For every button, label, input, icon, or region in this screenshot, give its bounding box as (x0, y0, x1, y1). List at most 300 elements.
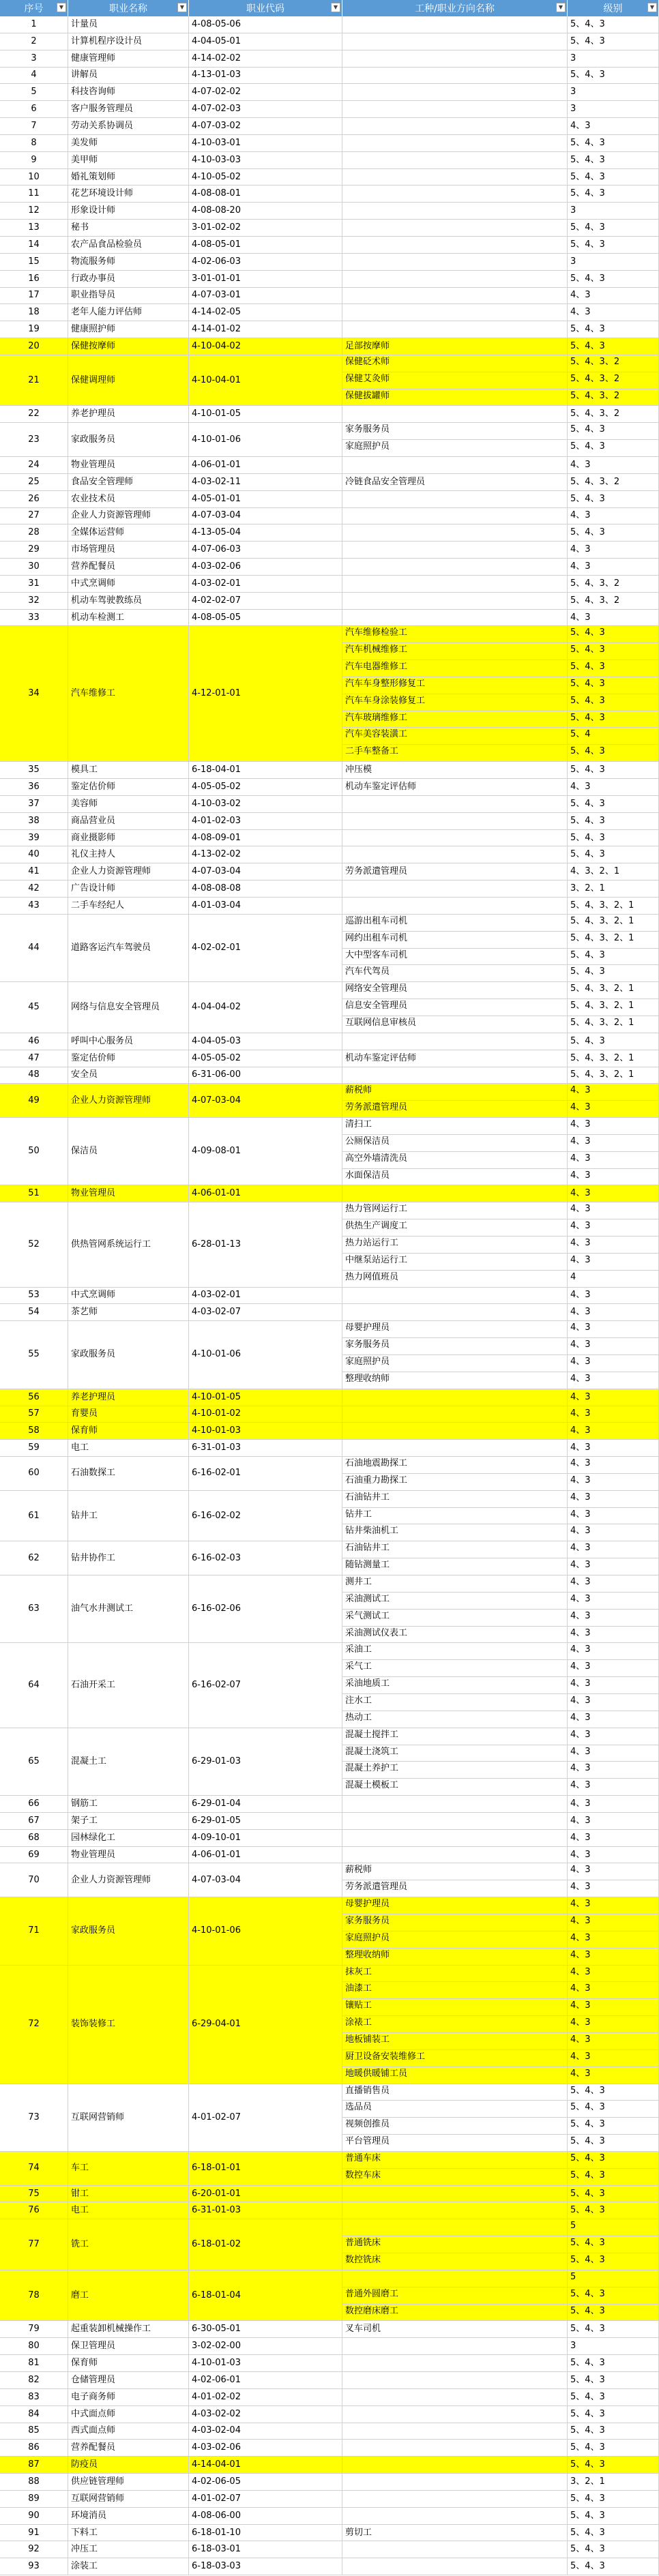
row-number-cell[interactable]: 45 (0, 982, 68, 1033)
level-item[interactable]: 5、4、3、2、1 (568, 999, 658, 1016)
row-number-cell[interactable]: 53 (0, 1288, 68, 1305)
level-item[interactable]: 4、3 (568, 1593, 658, 1610)
occupation-code-cell[interactable]: 4-12-01-01 (189, 626, 342, 762)
occupation-code-cell[interactable]: 4-02-06-03 (189, 254, 342, 271)
occupation-code-cell[interactable]: 6-28-01-13 (189, 1202, 342, 1287)
level-item[interactable]: 5、4、3 (568, 626, 658, 643)
occupation-code-cell[interactable]: 6-16-02-06 (189, 1575, 342, 1643)
row-number-cell[interactable]: 38 (0, 813, 68, 830)
subtype-cell[interactable] (342, 50, 568, 68)
level-cell[interactable] (568, 1575, 659, 1643)
subtype-cell[interactable] (342, 304, 568, 321)
row-number-cell[interactable]: 13 (0, 220, 68, 237)
subtype-item[interactable]: 大中型客车司机 (342, 949, 567, 966)
occupation-name-cell[interactable]: 环境消员 (68, 2508, 189, 2525)
level-cell[interactable]: 3 (568, 84, 659, 101)
level-item[interactable]: 5、4、3 (568, 711, 658, 728)
level-cell[interactable]: 5、4、3 (568, 16, 659, 33)
occupation-name-cell[interactable]: 下料工 (68, 2525, 189, 2542)
occupation-code-cell[interactable]: 4-08-08-08 (189, 880, 342, 898)
occupation-code-cell[interactable]: 4-09-08-01 (189, 1118, 342, 1185)
level-item[interactable]: 4、3 (568, 1660, 658, 1677)
row-number-cell[interactable]: 81 (0, 2355, 68, 2372)
level-item[interactable]: 4、3 (568, 1949, 658, 1966)
subtype-item[interactable]: 薪税师 (342, 1863, 567, 1880)
occupation-code-cell[interactable]: 4-13-01-03 (189, 68, 342, 85)
occupation-name-cell[interactable]: 美容师 (68, 796, 189, 813)
occupation-name-cell[interactable]: 冲压工 (68, 2541, 189, 2558)
level-item[interactable]: 4、3 (568, 2016, 658, 2033)
level-cell[interactable]: 5、4、3 (568, 2508, 659, 2525)
level-cell[interactable]: 4、3 (568, 1830, 659, 1847)
row-number-cell[interactable]: 50 (0, 1118, 68, 1185)
subtype-item[interactable]: 采气工 (342, 1660, 567, 1677)
row-number-cell[interactable]: 2 (0, 33, 68, 50)
row-number-cell[interactable]: 26 (0, 491, 68, 508)
subtype-item[interactable]: 地板铺装工 (342, 2033, 567, 2050)
occupation-name-cell[interactable]: 讲解员 (68, 68, 189, 85)
row-number-cell[interactable]: 67 (0, 1813, 68, 1830)
occupation-name-cell[interactable]: 美甲师 (68, 152, 189, 169)
occupation-name-cell[interactable]: 行政办事员 (68, 271, 189, 288)
subtype-cell[interactable] (342, 1863, 568, 1897)
occupation-code-cell[interactable]: 6-29-04-01 (189, 1966, 342, 2084)
occupation-code-cell[interactable]: 4-08-05-06 (189, 16, 342, 33)
row-number-cell[interactable]: 90 (0, 2508, 68, 2525)
occupation-code-cell[interactable]: 6-18-04-01 (189, 762, 342, 779)
occupation-name-cell[interactable]: 保育师 (68, 1423, 189, 1440)
subtype-cell[interactable] (342, 1406, 568, 1423)
row-number-cell[interactable]: 31 (0, 576, 68, 593)
level-cell[interactable]: 5、4、3 (568, 830, 659, 847)
level-cell[interactable] (568, 1966, 659, 2084)
subtype-cell[interactable] (342, 982, 568, 1033)
level-cell[interactable]: 5、4、3 (568, 2525, 659, 2542)
level-item[interactable]: 4、3 (568, 1202, 658, 1219)
subtype-item[interactable]: 直播销售员 (342, 2084, 567, 2101)
row-number-cell[interactable]: 61 (0, 1491, 68, 1542)
occupation-code-cell[interactable]: 4-03-02-01 (189, 576, 342, 593)
row-number-cell[interactable]: 8 (0, 135, 68, 152)
level-item[interactable]: 5、4、3 (570, 441, 605, 452)
occupation-code-cell[interactable]: 6-16-02-07 (189, 1643, 342, 1728)
subtype-cell[interactable] (342, 559, 568, 576)
row-number-cell[interactable]: 93 (0, 2558, 68, 2575)
occupation-code-cell[interactable]: 4-10-03-03 (189, 152, 342, 169)
level-item[interactable]: 4、3 (568, 1762, 658, 1779)
subtype-cell[interactable] (342, 1897, 568, 1965)
subtype-cell[interactable]: 劳务派遣管理员 (342, 863, 568, 880)
level-item[interactable]: 5、4、3、2 (568, 372, 658, 389)
level-cell[interactable]: 5、4、3 (568, 491, 659, 508)
level-item[interactable]: 4、3 (568, 1677, 658, 1694)
subtype-item[interactable]: 汽车机械维修工 (342, 643, 567, 660)
row-number-cell[interactable]: 75 (0, 2186, 68, 2203)
level-cell[interactable]: 5、4、3 (568, 338, 659, 355)
level-cell[interactable]: 4、3 (568, 1813, 659, 1830)
subtype-cell[interactable] (342, 1304, 568, 1321)
level-cell[interactable] (568, 1321, 659, 1389)
subtype-item[interactable]: 家庭照护员 (342, 1931, 567, 1949)
occupation-code-cell[interactable]: 4-05-05-02 (189, 779, 342, 796)
row-number-cell[interactable]: 22 (0, 406, 68, 423)
row-number-cell[interactable]: 78 (0, 2270, 68, 2322)
subtype-item[interactable]: 数控车床 (342, 2169, 567, 2186)
occupation-name-cell[interactable]: 起重装卸机械操作工 (68, 2321, 189, 2338)
level-item[interactable]: 4、3 (568, 2050, 658, 2067)
level-cell[interactable]: 5、4、3 (568, 2372, 659, 2389)
subtype-item[interactable]: 地暖供暖铺工员 (342, 2067, 567, 2084)
level-cell[interactable]: 5、4、3 (568, 1033, 659, 1050)
subtype-item[interactable]: 抹灰工 (342, 1966, 567, 1983)
level-item[interactable]: 4、3 (570, 1373, 591, 1384)
subtype-item[interactable]: 整理收纳师 (342, 1949, 567, 1966)
row-number-cell[interactable]: 79 (0, 2321, 68, 2338)
level-cell[interactable]: 4、3 (568, 118, 659, 135)
subtype-cell[interactable] (342, 2457, 568, 2474)
occupation-code-cell[interactable]: 4-03-02-07 (189, 1304, 342, 1321)
subtype-cell[interactable] (342, 1847, 568, 1864)
occupation-name-cell[interactable]: 商业摄影师 (68, 830, 189, 847)
subtype-item[interactable]: 水面保洁员 (345, 1170, 390, 1181)
subtype-cell[interactable]: 冲压模 (342, 762, 568, 779)
level-item[interactable]: 4、3 (570, 1560, 591, 1571)
occupation-code-cell[interactable]: 4-07-02-03 (189, 101, 342, 118)
row-number-cell[interactable]: 36 (0, 779, 68, 796)
occupation-name-cell[interactable]: 电子商务师 (68, 2389, 189, 2406)
header-code[interactable] (189, 0, 342, 16)
occupation-name-cell[interactable]: 装饰装修工 (68, 1966, 189, 2084)
subtype-cell[interactable] (342, 1423, 568, 1440)
row-number-cell[interactable]: 73 (0, 2084, 68, 2152)
occupation-name-cell[interactable]: 劳动关系协调员 (68, 118, 189, 135)
header-no[interactable] (0, 0, 68, 16)
level-item[interactable]: 4、3 (568, 1338, 658, 1355)
row-number-cell[interactable]: 42 (0, 880, 68, 898)
row-number-cell[interactable]: 30 (0, 559, 68, 576)
occupation-name-cell[interactable]: 保健调理师 (68, 355, 189, 406)
subtype-cell[interactable] (342, 880, 568, 898)
occupation-code-cell[interactable]: 4-03-02-01 (189, 1288, 342, 1305)
row-number-cell[interactable]: 23 (0, 423, 68, 457)
occupation-name-cell[interactable]: 仓储管理员 (68, 2372, 189, 2389)
row-number-cell[interactable]: 19 (0, 321, 68, 338)
occupation-name-cell[interactable]: 农业技术员 (68, 491, 189, 508)
row-number-cell[interactable]: 14 (0, 237, 68, 254)
level-cell[interactable]: 3 (568, 203, 659, 220)
occupation-code-cell[interactable]: 4-10-01-02 (189, 1406, 342, 1423)
occupation-code-cell[interactable]: 4-07-03-04 (189, 1084, 342, 1118)
subtype-item[interactable]: 钻井柴油机工 (345, 1526, 399, 1537)
row-number-cell[interactable]: 69 (0, 1847, 68, 1864)
occupation-name-cell[interactable]: 网络与信息安全管理员 (68, 982, 189, 1033)
header-name[interactable] (68, 0, 189, 16)
filter-dropdown-icon[interactable]: ▼ (177, 3, 187, 12)
row-number-cell[interactable]: 32 (0, 593, 68, 610)
row-number-cell[interactable]: 71 (0, 1897, 68, 1965)
occupation-code-cell[interactable]: 4-07-03-02 (189, 118, 342, 135)
subtype-item[interactable]: 汽车电器维修工 (342, 660, 567, 677)
subtype-item[interactable]: 混凝土模板工 (345, 1780, 399, 1791)
level-item[interactable]: 4、3 (568, 1931, 658, 1949)
row-number-cell[interactable]: 87 (0, 2457, 68, 2474)
subtype-item[interactable]: 信息安全管理员 (342, 999, 567, 1016)
subtype-cell[interactable] (342, 898, 568, 915)
row-number-cell[interactable]: 16 (0, 271, 68, 288)
occupation-name-cell[interactable]: 企业人力资源管理师 (68, 508, 189, 525)
occupation-name-cell[interactable]: 油气水井测试工 (68, 1575, 189, 1643)
occupation-code-cell[interactable]: 4-07-02-02 (189, 84, 342, 101)
subtype-item[interactable]: 家务服务员 (342, 1914, 567, 1931)
subtype-item[interactable]: 热力网值班员 (345, 1271, 399, 1282)
level-item[interactable]: 4、3 (568, 2067, 658, 2084)
level-cell[interactable] (568, 2270, 659, 2322)
subtype-item[interactable]: 油漆工 (342, 1982, 567, 1999)
occupation-code-cell[interactable]: 4-04-05-03 (189, 1033, 342, 1050)
level-item[interactable]: 4、3 (570, 1780, 591, 1791)
subtype-cell[interactable] (342, 288, 568, 305)
occupation-name-cell[interactable]: 食品安全管理师 (68, 474, 189, 491)
level-item[interactable]: 4、3 (568, 1491, 658, 1508)
occupation-code-cell[interactable]: 4-14-04-01 (189, 2457, 342, 2474)
occupation-code-cell[interactable]: 6-29-01-04 (189, 1796, 342, 1813)
subtype-cell[interactable] (342, 1288, 568, 1305)
occupation-name-cell[interactable]: 保健按摩师 (68, 338, 189, 355)
level-cell[interactable]: 5、4、3、2、1 (568, 1050, 659, 1067)
occupation-code-cell[interactable]: 4-14-02-05 (189, 304, 342, 321)
occupation-name-cell[interactable]: 机动车检测工 (68, 610, 189, 627)
occupation-name-cell[interactable]: 钢筋工 (68, 1796, 189, 1813)
occupation-name-cell[interactable]: 形象设计师 (68, 203, 189, 220)
level-cell[interactable]: 4、3 (568, 508, 659, 525)
occupation-code-cell[interactable]: 4-01-02-02 (189, 2389, 342, 2406)
row-number-cell[interactable]: 35 (0, 762, 68, 779)
row-number-cell[interactable]: 39 (0, 830, 68, 847)
occupation-code-cell[interactable]: 4-04-05-01 (189, 33, 342, 50)
row-number-cell[interactable]: 11 (0, 186, 68, 203)
level-cell[interactable] (568, 915, 659, 982)
occupation-code-cell[interactable]: 6-18-01-04 (189, 2270, 342, 2322)
subtype-item[interactable]: 热动工 (345, 1712, 372, 1723)
level-item[interactable]: 5、4、3 (570, 2136, 605, 2147)
subtype-cell[interactable] (342, 203, 568, 220)
row-number-cell[interactable]: 47 (0, 1050, 68, 1067)
occupation-code-cell[interactable]: 4-10-01-05 (189, 406, 342, 423)
row-number-cell[interactable]: 20 (0, 338, 68, 355)
row-number-cell[interactable]: 83 (0, 2389, 68, 2406)
occupation-name-cell[interactable]: 涂装工 (68, 2558, 189, 2575)
subtype-item[interactable]: 薪税师 (342, 1084, 567, 1101)
row-number-cell[interactable]: 57 (0, 1406, 68, 1423)
subtype-cell[interactable] (342, 33, 568, 50)
subtype-item[interactable]: 数控磨床磨工 (342, 2305, 567, 2322)
subtype-item[interactable]: 劳务派遣管理员 (345, 1882, 408, 1893)
level-cell[interactable]: 4、3 (568, 1389, 659, 1406)
row-number-cell[interactable]: 41 (0, 863, 68, 880)
subtype-item[interactable]: 石油钻井工 (342, 1491, 567, 1508)
level-item[interactable]: 5、4 (568, 728, 658, 745)
level-item[interactable]: 5、4、3 (568, 2305, 658, 2322)
subtype-cell[interactable] (342, 1067, 568, 1084)
occupation-code-cell[interactable]: 6-16-02-03 (189, 1541, 342, 1575)
occupation-code-cell[interactable]: 4-10-01-06 (189, 1321, 342, 1389)
level-cell[interactable] (568, 1457, 659, 1491)
subtype-cell[interactable] (342, 491, 568, 508)
occupation-code-cell[interactable]: 3-01-02-02 (189, 220, 342, 237)
subtype-cell[interactable] (342, 542, 568, 559)
level-item[interactable]: 5、4、3、2、1 (568, 932, 658, 949)
level-cell[interactable]: 5、4、3 (568, 237, 659, 254)
subtype-cell[interactable] (342, 457, 568, 474)
occupation-name-cell[interactable]: 育婴员 (68, 1406, 189, 1423)
occupation-code-cell[interactable]: 4-14-02-02 (189, 50, 342, 68)
level-item[interactable]: 5 (568, 2219, 658, 2236)
subtype-cell[interactable]: 叉车司机 (342, 2321, 568, 2338)
occupation-code-cell[interactable]: 4-13-02-02 (189, 846, 342, 863)
occupation-code-cell[interactable]: 6-29-01-05 (189, 1813, 342, 1830)
row-number-cell[interactable]: 15 (0, 254, 68, 271)
occupation-name-cell[interactable]: 企业人力资源管理师 (68, 863, 189, 880)
row-number-cell[interactable]: 54 (0, 1304, 68, 1321)
subtype-cell[interactable] (342, 186, 568, 203)
row-number-cell[interactable]: 5 (0, 84, 68, 101)
subtype-cell[interactable] (342, 1084, 568, 1118)
subtype-cell[interactable] (342, 796, 568, 813)
occupation-name-cell[interactable]: 西式面点师 (68, 2423, 189, 2440)
subtype-item[interactable]: 二手车整备工 (342, 745, 567, 762)
subtype-cell[interactable] (342, 84, 568, 101)
level-cell[interactable]: 4、3 (568, 559, 659, 576)
level-item[interactable]: 4、3 (570, 1475, 591, 1485)
subtype-cell[interactable] (342, 626, 568, 762)
subtype-cell[interactable] (342, 423, 568, 457)
occupation-code-cell[interactable]: 4-08-05-05 (189, 610, 342, 627)
occupation-name-cell[interactable]: 汽车维修工 (68, 626, 189, 762)
subtype-cell[interactable] (342, 101, 568, 118)
occupation-code-cell[interactable]: 4-05-01-01 (189, 491, 342, 508)
occupation-name-cell[interactable]: 防疫员 (68, 2457, 189, 2474)
subtype-cell[interactable] (342, 2389, 568, 2406)
occupation-name-cell[interactable]: 花艺环境设计师 (68, 186, 189, 203)
occupation-name-cell[interactable]: 茶艺师 (68, 1304, 189, 1321)
subtype-cell[interactable] (342, 1796, 568, 1813)
occupation-name-cell[interactable]: 机动车驾驶教练员 (68, 593, 189, 610)
subtype-cell[interactable] (342, 254, 568, 271)
row-number-cell[interactable]: 66 (0, 1796, 68, 1813)
row-number-cell[interactable]: 56 (0, 1389, 68, 1406)
level-item[interactable]: 5、4、3、2、1 (568, 982, 658, 999)
level-item[interactable]: 4、3 (568, 1457, 658, 1474)
level-item[interactable]: 4、3 (568, 1135, 658, 1152)
level-item[interactable]: 4、3 (568, 1355, 658, 1372)
subtype-item[interactable]: 选品员 (342, 2101, 567, 2118)
filter-dropdown-icon[interactable]: ▼ (331, 3, 340, 12)
occupation-name-cell[interactable]: 市场管理员 (68, 542, 189, 559)
subtype-item[interactable]: 视频创推员 (342, 2118, 567, 2135)
occupation-name-cell[interactable]: 客户服务管理员 (68, 101, 189, 118)
occupation-name-cell[interactable]: 供热管网系统运行工 (68, 1202, 189, 1287)
occupation-name-cell[interactable]: 园林绿化工 (68, 1830, 189, 1847)
level-item[interactable]: 5、4、3 (568, 677, 658, 694)
level-item[interactable]: 5、4、3 (568, 2101, 658, 2118)
occupation-name-cell[interactable]: 物业管理员 (68, 1847, 189, 1864)
level-cell[interactable]: 5、4、3 (568, 2457, 659, 2474)
subtype-item[interactable]: 采油测试工 (342, 1593, 567, 1610)
level-cell[interactable]: 5、4、3 (568, 2440, 659, 2457)
occupation-name-cell[interactable]: 呼叫中心服务员 (68, 1033, 189, 1050)
row-number-cell[interactable]: 34 (0, 626, 68, 762)
subtype-cell[interactable] (342, 2152, 568, 2186)
occupation-code-cell[interactable]: 4-14-01-02 (189, 321, 342, 338)
level-item[interactable]: 4、3 (568, 1237, 658, 1254)
subtype-item[interactable]: 采油地质工 (342, 1677, 567, 1694)
subtype-cell[interactable] (342, 813, 568, 830)
level-cell[interactable] (568, 1084, 659, 1118)
subtype-item[interactable] (342, 2219, 567, 2236)
occupation-code-cell[interactable]: 4-07-03-04 (189, 1863, 342, 1897)
occupation-code-cell[interactable]: 4-03-02-06 (189, 559, 342, 576)
level-cell[interactable]: 5、4、3 (568, 524, 659, 542)
level-cell[interactable]: 4、3 (568, 1288, 659, 1305)
subtype-cell[interactable] (342, 2474, 568, 2491)
occupation-name-cell[interactable]: 互联网营销师 (68, 2084, 189, 2152)
occupation-code-cell[interactable]: 6-18-01-02 (189, 2219, 342, 2270)
subtype-cell[interactable] (342, 16, 568, 33)
occupation-code-cell[interactable]: 6-18-03-03 (189, 2558, 342, 2575)
subtype-cell[interactable] (342, 915, 568, 982)
occupation-name-cell[interactable]: 供应链管理师 (68, 2474, 189, 2491)
row-number-cell[interactable]: 62 (0, 1541, 68, 1575)
occupation-name-cell[interactable]: 钻井工 (68, 1491, 189, 1542)
occupation-name-cell[interactable]: 钳工 (68, 2186, 189, 2203)
header-level[interactable] (568, 0, 659, 16)
subtype-cell[interactable] (342, 2558, 568, 2575)
level-item[interactable]: 5、4、3 (568, 2288, 658, 2305)
level-item[interactable]: 5 (568, 2270, 658, 2288)
subtype-item[interactable]: 石油重力勘探工 (345, 1475, 408, 1485)
level-item[interactable]: 5、4、3 (568, 949, 658, 966)
row-number-cell[interactable]: 17 (0, 288, 68, 305)
occupation-name-cell[interactable]: 中式烹调师 (68, 576, 189, 593)
level-item[interactable]: 4、3 (570, 1170, 591, 1181)
subtype-item[interactable]: 网络安全管理员 (342, 982, 567, 999)
level-cell[interactable]: 4、3 (568, 1796, 659, 1813)
occupation-code-cell[interactable]: 4-10-05-02 (189, 169, 342, 186)
subtype-cell[interactable] (342, 2406, 568, 2423)
occupation-name-cell[interactable]: 家政服务员 (68, 423, 189, 457)
subtype-cell[interactable] (342, 1202, 568, 1287)
level-item[interactable]: 5、4、3、2、1 (570, 1017, 634, 1028)
level-cell[interactable] (568, 1118, 659, 1185)
subtype-item[interactable]: 清扫工 (342, 1118, 567, 1135)
occupation-code-cell[interactable]: 4-01-03-04 (189, 898, 342, 915)
level-item[interactable]: 4、3 (568, 2033, 658, 2050)
row-number-cell[interactable]: 55 (0, 1321, 68, 1389)
subtype-cell[interactable] (342, 508, 568, 525)
level-cell[interactable]: 5、4、3 (568, 220, 659, 237)
occupation-name-cell[interactable]: 鉴定估价师 (68, 779, 189, 796)
level-item[interactable]: 5、4、3、2、1 (568, 915, 658, 932)
subtype-item[interactable]: 涂裱工 (342, 2016, 567, 2033)
occupation-name-cell[interactable]: 电工 (68, 2202, 189, 2219)
level-cell[interactable] (568, 1202, 659, 1287)
subtype-item[interactable]: 平台管理员 (345, 2136, 390, 2147)
level-item[interactable]: 5、4、3 (570, 966, 605, 977)
subtype-item[interactable]: 测井工 (342, 1575, 567, 1593)
level-item[interactable]: 5、4、3、2 (568, 389, 658, 406)
occupation-name-cell[interactable]: 钻井协作工 (68, 1541, 189, 1575)
subtype-cell[interactable] (342, 2270, 568, 2322)
